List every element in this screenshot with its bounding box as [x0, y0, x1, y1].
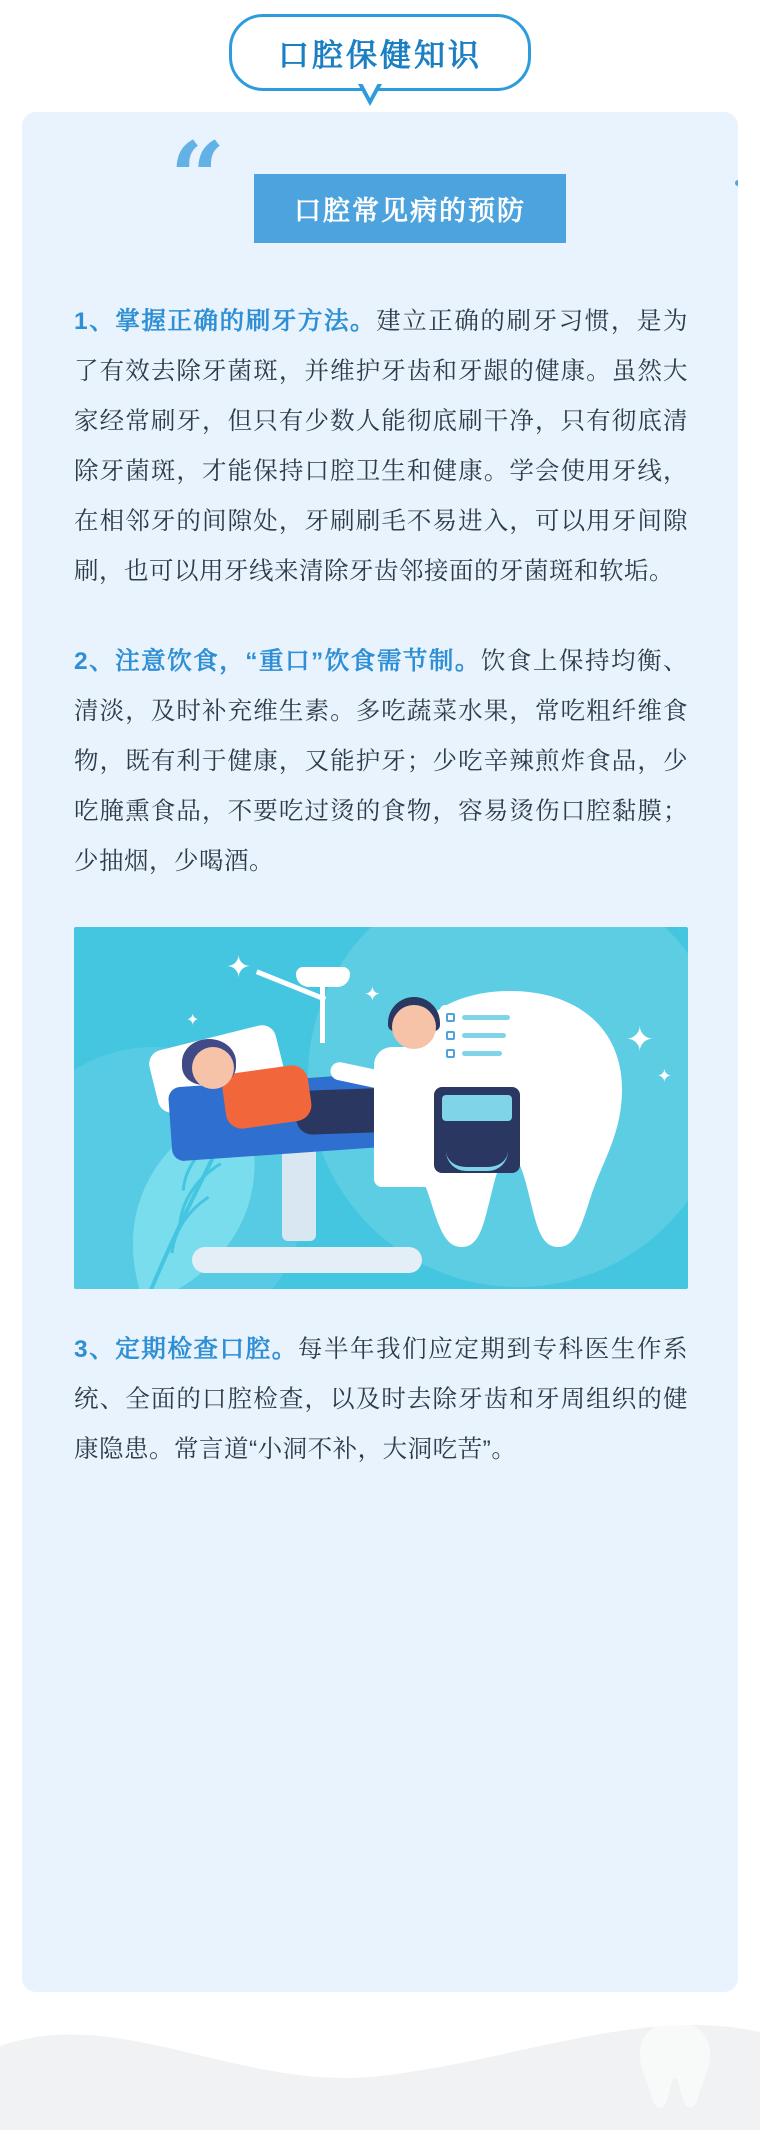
quote-icon: “: [170, 121, 232, 234]
card-corner-dot: [735, 180, 738, 186]
chart-line-3: [462, 1051, 502, 1056]
title-badge: [229, 14, 531, 91]
dentist-head: [392, 1005, 436, 1049]
sparkle-icon-3: ✦: [364, 984, 381, 1006]
paragraph-2-lead: 2、注意饮食，“重口”饮食需节制。: [74, 648, 481, 675]
paragraph-2: [74, 637, 688, 887]
content-card: [22, 112, 738, 1992]
lamp-arm-lower: [320, 985, 325, 1043]
section-title: 口腔常见病的预防: [254, 174, 566, 243]
dental-cart-screen: [442, 1095, 512, 1121]
paragraph-1-text: 建立正确的刷牙习惯，是为了有效去除牙菌斑，并维护牙齿和牙龈的健康。虽然大家经常刷牙，但只有少数人能彻底刷干净，只有彻底清除牙菌斑，才能保持口腔卫生和健康。学会使用牙线，在相邻牙的间隙处，牙刷刷毛不易进入，可以用牙间隙刷，也可以用牙线来清除牙齿邻接面的牙菌斑和软垢。: [74, 308, 689, 585]
page-header: [0, 0, 760, 112]
chair-leg: [282, 1145, 316, 1241]
sparkle-icon-1: ✦: [226, 951, 252, 984]
sparkle-icon-5: ✦: [656, 1066, 672, 1086]
chart-line-1: [462, 1015, 510, 1020]
dental-checkup-illustration: [74, 927, 688, 1289]
article-body: [74, 297, 688, 1515]
chair-base: [192, 1247, 422, 1273]
paragraph-3-lead: 3、定期检查口腔。: [74, 1336, 298, 1363]
paragraph-3-text: 每半年我们应定期到专科医生作系统、全面的口腔检查，以及时去除牙齿和牙周组织的健康隐患。常言道“小洞不补，大洞吃苦”。: [74, 1336, 688, 1463]
paragraph-1: [74, 297, 688, 597]
badge-tail-inner-icon: [361, 81, 379, 98]
chart-checkbox-2: [446, 1031, 455, 1040]
chart-checkbox-3: [446, 1049, 455, 1058]
sparkle-icon-4: ✦: [625, 1021, 654, 1059]
bottom-tooth-icon: [636, 2020, 714, 2112]
paragraph-1-lead: 1、掌握正确的刷牙方法。: [74, 308, 377, 335]
sparkle-icon-2: ✦: [186, 1012, 200, 1029]
chart-line-2: [462, 1033, 506, 1038]
dental-lamp-icon: [296, 967, 350, 987]
patient-head: [192, 1047, 234, 1089]
chart-checkbox-1: [446, 1013, 455, 1022]
dental-cart-tubes: [446, 1127, 508, 1171]
badge-label: 口腔保健知识: [278, 38, 482, 73]
paragraph-2-text: 饮食上保持均衡、清淡，及时补充维生素。多吃蔬菜水果，常吃粗纤维食物，既有利于健康，又能护牙；少吃辛辣煎炸食品，少吃腌熏食品，不要吃过烫的食物，容易烫伤口腔黏膜；少抽烟，少喝酒。: [74, 648, 688, 875]
paragraph-3: [74, 1325, 688, 1475]
